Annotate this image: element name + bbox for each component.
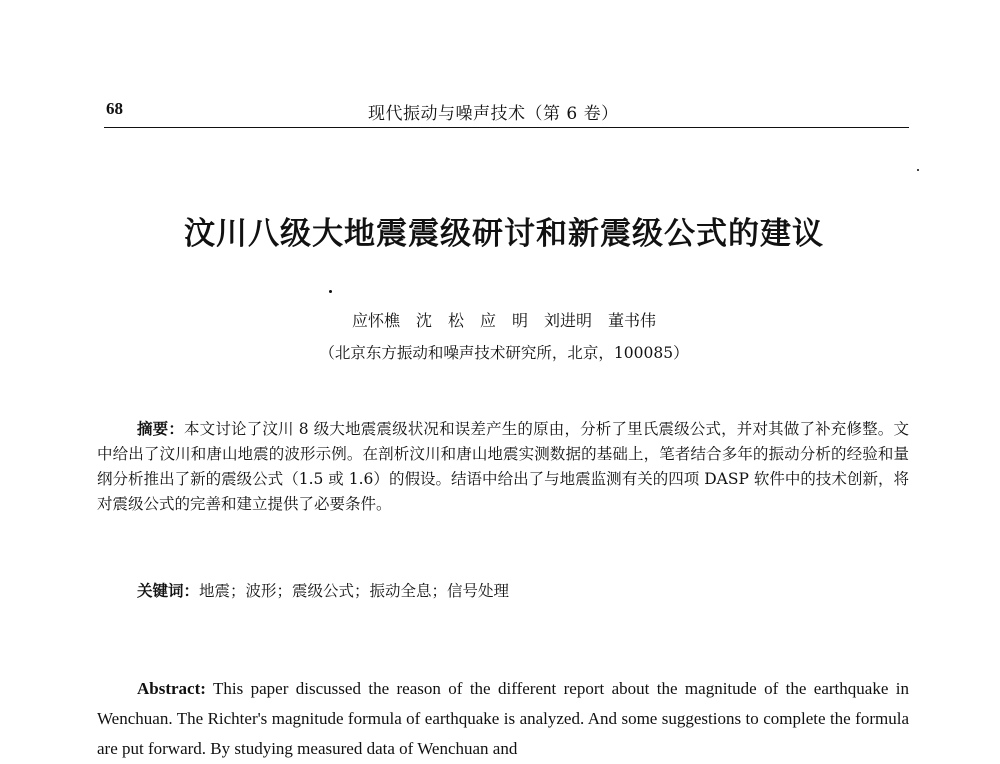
- author-marker-dot: [329, 290, 332, 293]
- author-list: 应怀樵 沈 松 应 明 刘进明 董书伟: [351, 311, 656, 330]
- abstract-zh-text: 本文讨论了汶川 8 级大地震震级状况和误差产生的原由，分析了里氏震级公式，并对其做了补充修整。文中给出了汶川和唐山地震的波形示例。在剖析汶川和唐山地震实测数据的基础上，笔者结合多年的振动分析的经验和量纲分析推出了新的震级公式（1.5 或 1.6）的假设。结语中给出了与地震监测有关的四项 DASP 软件中的技术创新，将对震级公式的完善和建立提供了必要条件。: [97, 420, 909, 513]
- keywords-zh-text: 地震；波形；震级公式；振动全息；信号处理: [199, 582, 510, 600]
- paper-title: 汶川八级大地震震级研讨和新震级公式的建议: [184, 216, 824, 252]
- abstract-en-text: This paper discussed the reason of the different report about the magnitude of the earthquake in Wenchuan. The Richter's magnitude formula of earthquake is analyzed. And some suggestions to complete the formula are put forward. By studying measured data of Wenchuan and: [97, 679, 909, 758]
- running-header: 现代振动与噪声技术（第 6 卷）: [368, 104, 619, 124]
- stray-mark: [917, 169, 919, 171]
- affiliation: （北京东方振动和噪声技术研究所，北京，100085）: [319, 344, 689, 362]
- page-number: 68: [106, 99, 123, 118]
- abstract-en: [97, 674, 909, 764]
- abstract-en-label: Abstract:: [137, 679, 206, 698]
- abstract-zh-label: 摘要：: [137, 419, 185, 438]
- keywords-zh-label: 关键词：: [137, 581, 200, 600]
- abstract-zh: [97, 416, 909, 517]
- header-rule: [104, 127, 909, 128]
- keywords-zh: [137, 579, 509, 601]
